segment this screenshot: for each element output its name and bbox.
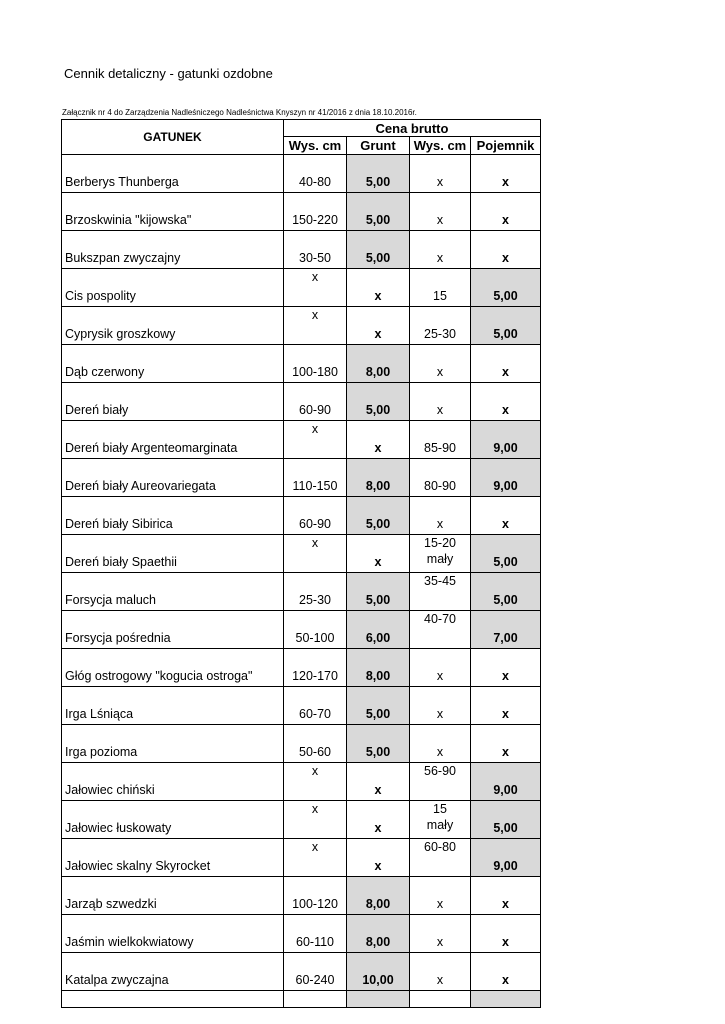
price-pojemnik: x (471, 345, 541, 383)
price-pojemnik: x (471, 193, 541, 231)
price-pojemnik: x (471, 231, 541, 269)
price-grunt: 10,00 (347, 953, 410, 991)
price-grunt: 8,00 (347, 345, 410, 383)
price-grunt: x (347, 307, 410, 345)
species-name: Forsycja maluch (62, 573, 284, 611)
height-grunt: x (311, 270, 319, 284)
empty-cell (410, 991, 471, 1008)
height-grunt: 60-70 (284, 687, 347, 725)
height-pojemnik: 40-70 (424, 612, 456, 626)
price-pojemnik: x (471, 953, 541, 991)
table-row (62, 915, 541, 953)
height-grunt-cell (284, 421, 347, 459)
species-name: Jałowiec chiński (62, 763, 284, 801)
height-pojemnik: 80-90 (410, 459, 471, 497)
price-pojemnik: 5,00 (471, 801, 541, 839)
height-pojemnik: x (410, 953, 471, 991)
table-row (62, 535, 541, 573)
price-pojemnik: 5,00 (471, 307, 541, 345)
height-grunt: 60-90 (284, 383, 347, 421)
header-gatunek: GATUNEK (62, 120, 284, 155)
empty-cell (471, 991, 541, 1008)
species-name: Irga Lśniąca (62, 687, 284, 725)
height-grunt: 60-240 (284, 953, 347, 991)
price-grunt: 8,00 (347, 649, 410, 687)
height-grunt: 60-110 (284, 915, 347, 953)
species-name: Dereń biały (62, 383, 284, 421)
table-row (62, 573, 541, 611)
empty-cell (347, 991, 410, 1008)
height-grunt-cell (284, 839, 347, 877)
price-grunt: 8,00 (347, 459, 410, 497)
empty-cell (284, 991, 347, 1008)
height-pojemnik: 15-20 (424, 536, 456, 550)
height-grunt: x (311, 764, 319, 778)
table-row (62, 231, 541, 269)
price-pojemnik: 5,00 (471, 573, 541, 611)
price-grunt: x (347, 763, 410, 801)
height-pojemnik: x (410, 687, 471, 725)
table-row (62, 649, 541, 687)
document-subtitle: Załącznik nr 4 do Zarządzenia Nadleśniczego Nadleśnictwa Knyszyn nr 41/2016 z dnia 18.10.2016r. (62, 108, 417, 117)
height-grunt-cell (284, 307, 347, 345)
species-name: Jałowiec łuskowaty (62, 801, 284, 839)
height-pojemnik: 85-90 (410, 421, 471, 459)
height-pojemnik-cell (410, 535, 471, 573)
table-row (62, 193, 541, 231)
price-grunt: 6,00 (347, 611, 410, 649)
species-name: Katalpa zwyczajna (62, 953, 284, 991)
height-grunt: x (311, 802, 319, 816)
height-grunt-cell (284, 269, 347, 307)
price-pojemnik: x (471, 915, 541, 953)
species-name: Irga pozioma (62, 725, 284, 763)
header-wys-pojemnik: Wys. cm (410, 137, 471, 155)
height-pojemnik-cell (410, 573, 471, 611)
height-pojemnik-cell (410, 611, 471, 649)
height-grunt-cell (284, 763, 347, 801)
table-row (62, 687, 541, 725)
species-name: Brzoskwinia "kijowska" (62, 193, 284, 231)
height-pojemnik: x (410, 497, 471, 535)
document-title: Cennik detaliczny - gatunki ozdobne (64, 66, 273, 81)
price-grunt: 5,00 (347, 687, 410, 725)
price-grunt: 5,00 (347, 193, 410, 231)
price-pojemnik: 5,00 (471, 535, 541, 573)
price-grunt: 8,00 (347, 915, 410, 953)
height-grunt: 50-100 (284, 611, 347, 649)
table-row (62, 421, 541, 459)
price-pojemnik: 9,00 (471, 763, 541, 801)
height-grunt-cell (284, 535, 347, 573)
height-pojemnik: x (410, 383, 471, 421)
price-pojemnik: 9,00 (471, 421, 541, 459)
price-grunt: x (347, 839, 410, 877)
price-pojemnik: 7,00 (471, 611, 541, 649)
height-pojemnik: x (410, 155, 471, 193)
price-grunt: x (347, 269, 410, 307)
table-row (62, 497, 541, 535)
price-grunt: x (347, 535, 410, 573)
height-pojemnik: x (410, 231, 471, 269)
species-name: Berberys Thunberga (62, 155, 284, 193)
price-grunt: 5,00 (347, 155, 410, 193)
height-pojemnik: x (410, 345, 471, 383)
price-grunt: 5,00 (347, 725, 410, 763)
species-name: Forsycja pośrednia (62, 611, 284, 649)
header-grunt: Grunt (347, 137, 410, 155)
height-grunt: x (311, 422, 319, 436)
height-grunt: x (311, 840, 319, 854)
height-grunt: x (311, 308, 319, 322)
species-name: Dąb czerwony (62, 345, 284, 383)
height-pojemnik: 56-90 (424, 764, 456, 778)
table-row (62, 269, 541, 307)
species-name: Dereń biały Argenteomarginata (62, 421, 284, 459)
table-row (62, 725, 541, 763)
table-row (62, 877, 541, 915)
table-row (62, 839, 541, 877)
height-pojemnik: x (410, 193, 471, 231)
price-pojemnik: x (471, 725, 541, 763)
table-row (62, 155, 541, 193)
height-pojemnik-note: mały (426, 552, 454, 566)
species-name: Dereń biały Sibirica (62, 497, 284, 535)
price-grunt: 5,00 (347, 231, 410, 269)
price-table (61, 119, 541, 1008)
price-pojemnik: 9,00 (471, 839, 541, 877)
height-grunt: 100-120 (284, 877, 347, 915)
price-pojemnik: 9,00 (471, 459, 541, 497)
height-grunt: 60-90 (284, 497, 347, 535)
height-pojemnik: 15 (410, 269, 471, 307)
price-grunt: 5,00 (347, 497, 410, 535)
price-pojemnik: x (471, 383, 541, 421)
height-grunt: 40-80 (284, 155, 347, 193)
table-row-empty (62, 991, 541, 1008)
table-row (62, 763, 541, 801)
price-grunt: 5,00 (347, 573, 410, 611)
species-name: Dereń biały Spaethii (62, 535, 284, 573)
species-name: Jałowiec skalny Skyrocket (62, 839, 284, 877)
empty-cell (62, 991, 284, 1008)
height-grunt: 25-30 (284, 573, 347, 611)
height-pojemnik-note: mały (426, 818, 454, 832)
height-pojemnik: x (410, 649, 471, 687)
height-pojemnik: 15 (433, 802, 447, 816)
species-name: Jarząb szwedzki (62, 877, 284, 915)
table-row (62, 345, 541, 383)
height-pojemnik: x (410, 877, 471, 915)
height-grunt: 120-170 (284, 649, 347, 687)
height-grunt: 150-220 (284, 193, 347, 231)
height-grunt: 50-60 (284, 725, 347, 763)
price-pojemnik: 5,00 (471, 269, 541, 307)
price-pojemnik: x (471, 497, 541, 535)
height-grunt: 30-50 (284, 231, 347, 269)
price-pojemnik: x (471, 155, 541, 193)
price-grunt: x (347, 801, 410, 839)
height-pojemnik: 25-30 (410, 307, 471, 345)
height-pojemnik: 60-80 (424, 840, 456, 854)
price-grunt: 5,00 (347, 383, 410, 421)
table-row (62, 459, 541, 497)
price-grunt: x (347, 421, 410, 459)
height-grunt-cell (284, 801, 347, 839)
height-pojemnik-cell (410, 763, 471, 801)
table-row (62, 801, 541, 839)
height-pojemnik-cell (410, 801, 471, 839)
species-name: Głóg ostrogowy "kogucia ostroga" (62, 649, 284, 687)
height-grunt: 110-150 (284, 459, 347, 497)
price-pojemnik: x (471, 687, 541, 725)
species-name: Dereń biały Aureovariegata (62, 459, 284, 497)
header-wys-grunt: Wys. cm (284, 137, 347, 155)
table-row (62, 953, 541, 991)
species-name: Bukszpan zwyczajny (62, 231, 284, 269)
height-pojemnik: 35-45 (424, 574, 456, 588)
height-grunt: x (311, 536, 319, 550)
price-pojemnik: x (471, 649, 541, 687)
header-pojemnik: Pojemnik (471, 137, 541, 155)
height-pojemnik: x (410, 915, 471, 953)
species-name: Cyprysik groszkowy (62, 307, 284, 345)
header-cena-brutto: Cena brutto (284, 120, 541, 137)
table-row (62, 611, 541, 649)
table-body (62, 155, 541, 1008)
species-name: Jaśmin wielkokwiatowy (62, 915, 284, 953)
price-pojemnik: x (471, 877, 541, 915)
price-grunt: 8,00 (347, 877, 410, 915)
table-row (62, 383, 541, 421)
table-row (62, 307, 541, 345)
height-grunt: 100-180 (284, 345, 347, 383)
height-pojemnik: x (410, 725, 471, 763)
species-name: Cis pospolity (62, 269, 284, 307)
height-pojemnik-cell (410, 839, 471, 877)
